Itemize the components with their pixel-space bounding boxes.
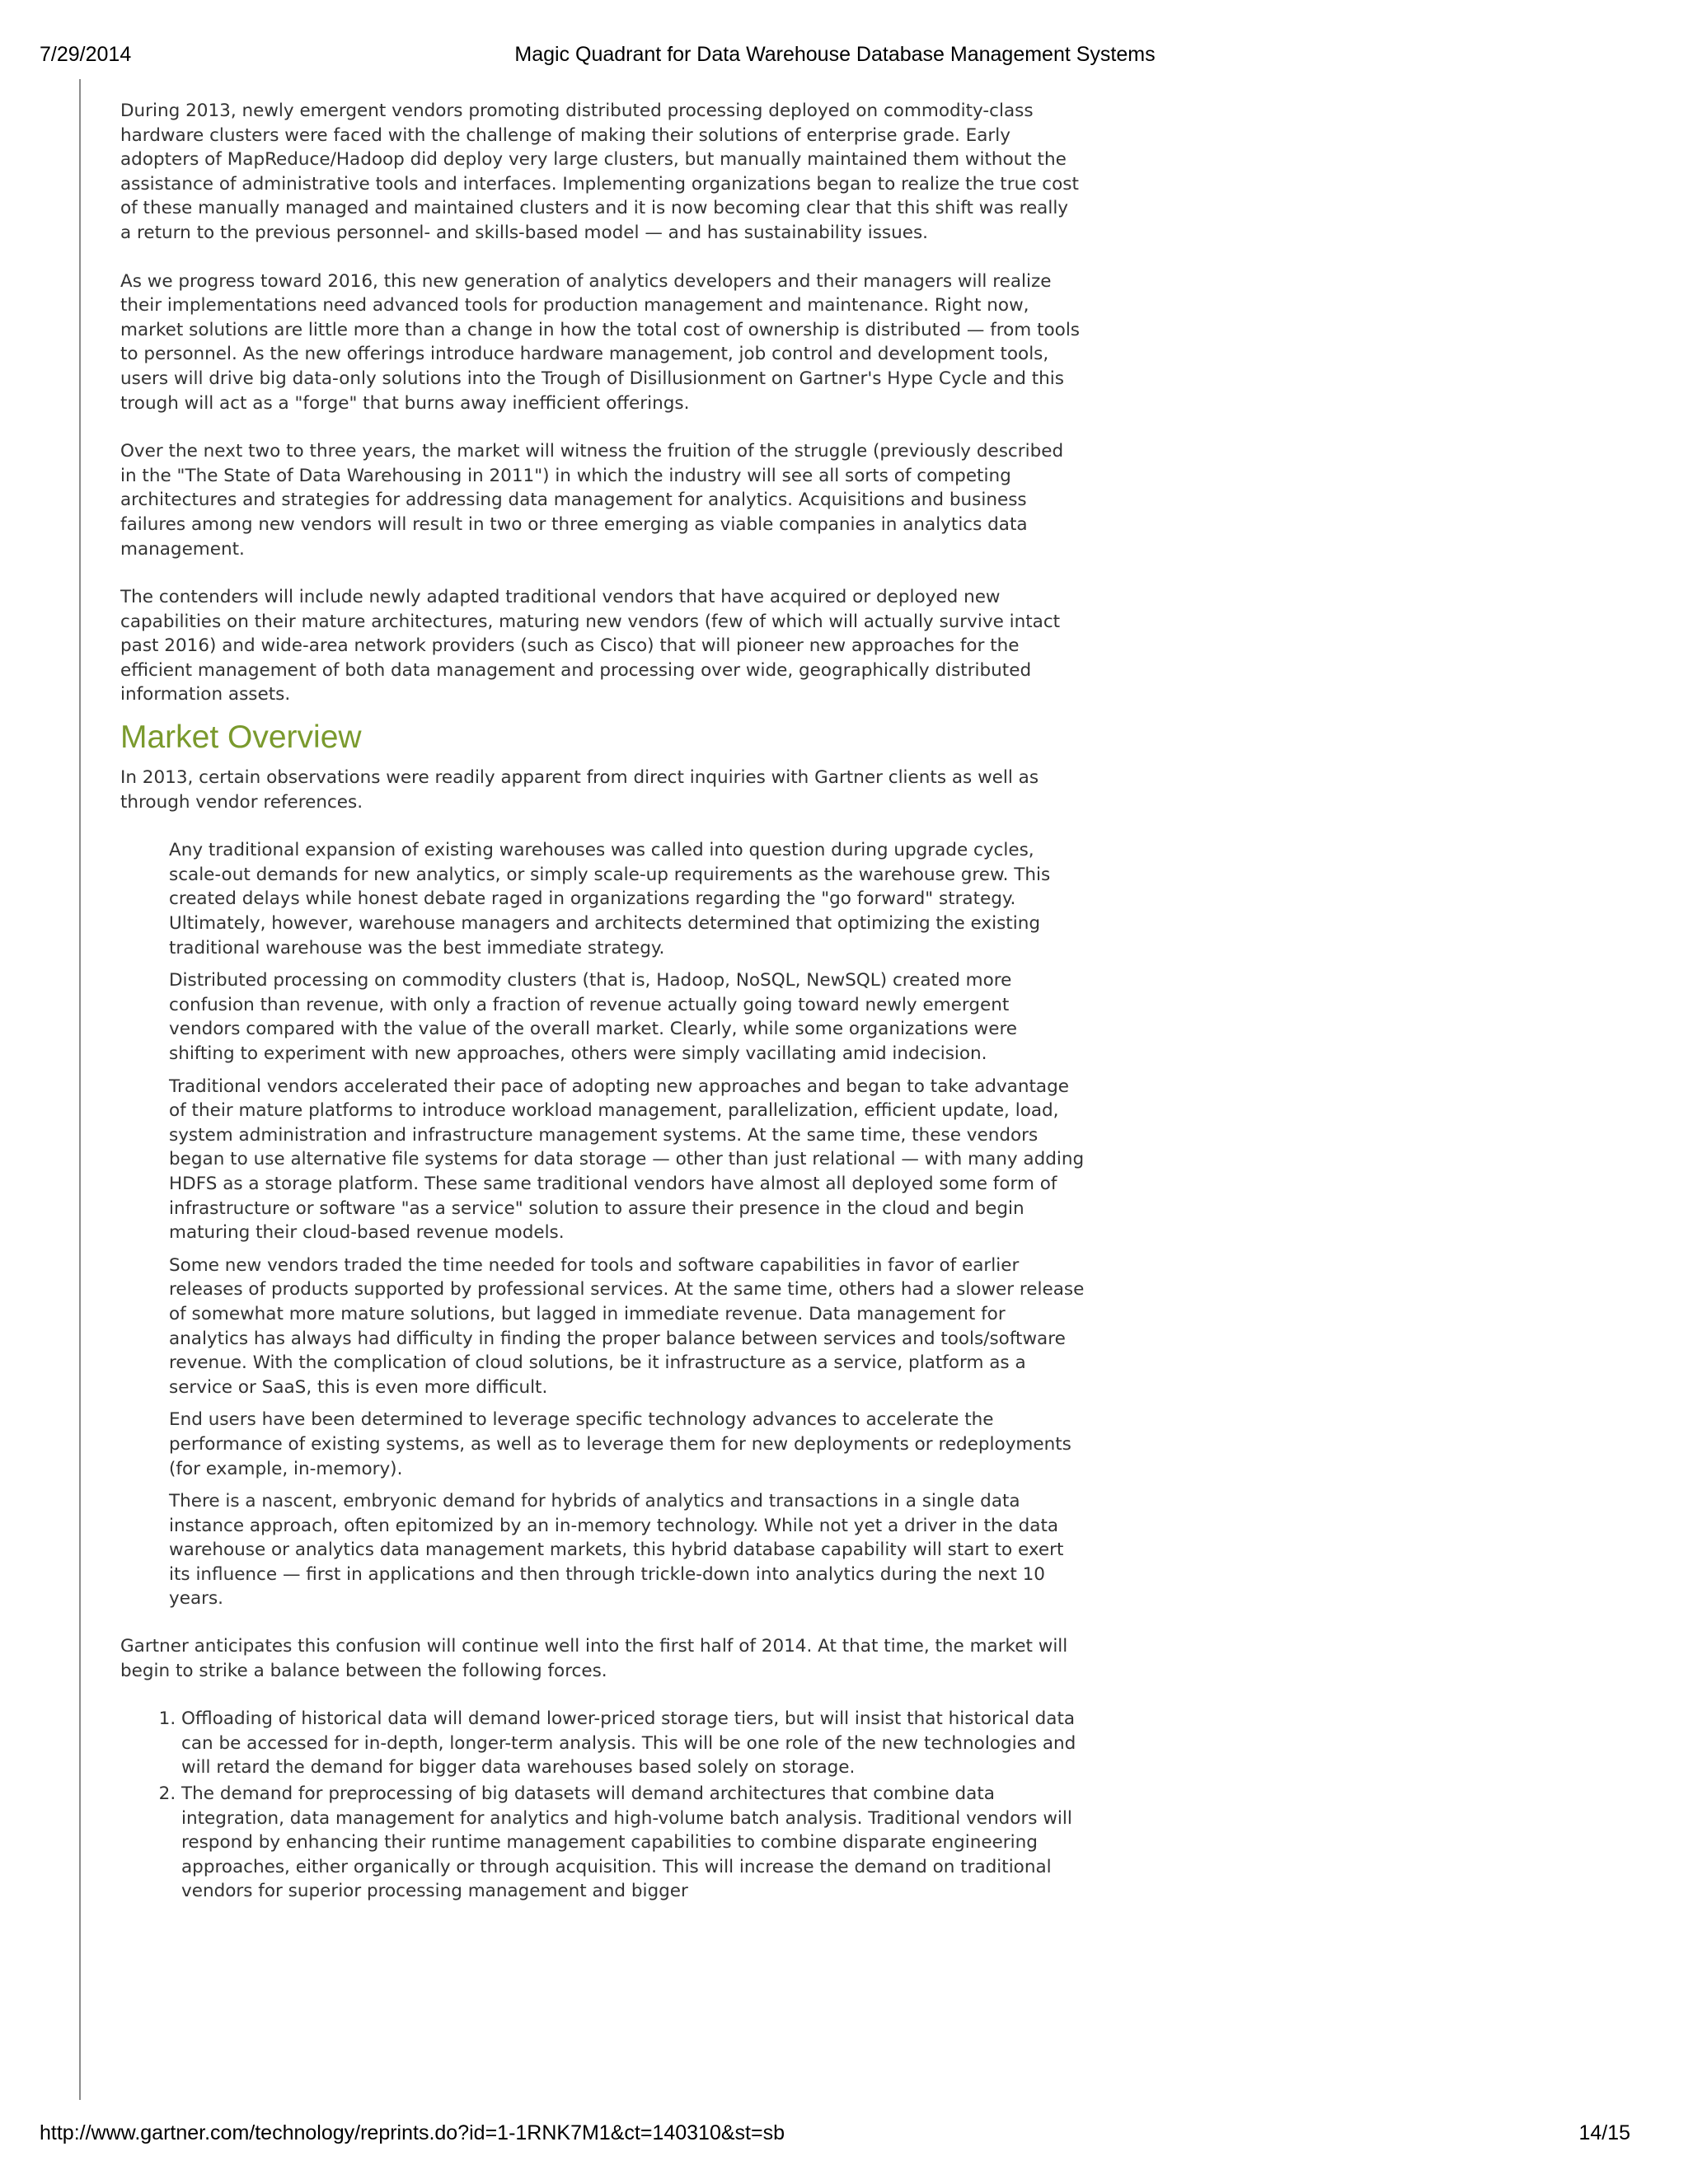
observation-item: There is a nascent, embryonic demand for hybrids of analytics and transactions in a single data instance approach, often epitomized by an in-memory technology. While not yet a driver in the data warehouse or analytics data management markets, this hybrid database capability will start to exert its influence — first in applications and then through trickle-down into analytics during the next 10 years. [169, 1491, 1064, 1610]
observation-item: Distributed processing on commodity clusters (that is, Hadoop, NoSQL, NewSQL) created more confusion than revenue, with only a fraction of revenue actually going toward newly emergent vendors compared with the value of the overall market. Clearly, while some organizations were shifting to experiment with new approaches, others were simply vacillating amid indecision. [169, 970, 1018, 1064]
source-url: http://www.gartner.com/technology/reprints.do?id=1-1RNK7M1&ct=140310&st=sb [40, 2121, 785, 2144]
observations-list [120, 838, 1085, 1611]
force-item: 1. Offloading of historical data will demand lower-priced storage tiers, but will insist that historical data can be accessed for in-depth, longer-term analysis. This will be one role of the new technologies and will retard the demand for bigger data warehouses based solely on storage. [181, 1707, 1085, 1780]
observation-item: Traditional vendors accelerated their pace of adopting new approaches and began to take advantage of their mature platforms to introduce workload management, parallelization, efficient update, load, system administration and infrastructure management systems. At the same time, these vendors began to use alternative file systems for data storage — other than just relational — with many adding HDFS as a storage platform. These same traditional vendors have almost all deployed some form of infrastructure or software "as a service" solution to assure their presence in the cloud and begin maturing their cloud-based revenue models. [169, 1076, 1085, 1244]
observation-item: Some new vendors traded the time needed for tools and software capabilities in favor of earlier releases of products supported by professional services. At the same time, others had a slower release of somewhat more mature solutions, but lagged in immediate revenue. Data management for analytics has always had difficulty in finding the proper balance between services and tools/software revenue. With the complication of cloud solutions, be it infrastructure as a service, platform as a service or SaaS, this is even more difficult. [169, 1254, 1085, 1398]
print-header [40, 43, 1630, 71]
print-footer [40, 2121, 1630, 2149]
observation-item: Any traditional expansion of existing warehouses was called into question during upgrade cycles, scale-out demands for new analytics, or simply scale-up requirements as the warehouse grew. This created delays while honest debate raged in organizations regarding the "go forward" strategy. Ultimately, however, warehouse managers and architects determined that optimizing the existing traditional warehouse was the best immediate strategy. [169, 840, 1051, 958]
article-body [120, 99, 1085, 1905]
paragraph: Over the next two to three years, the market will witness the fruition of the struggle (previously described in the "The State of Data Warehousing in 2011") in which the industry will see all sorts of competing architectures and strategies for addressing data management for analytics. Acquisitions and business failures among new vendors will result in two or three emerging as viable companies in analytics data management. [120, 441, 1064, 560]
force-item: 2. The demand for preprocessing of big datasets will demand architectures that combine data integration, data management for analytics and high-volume batch analysis. Traditional vendors will respond by enhancing their runtime management capabilities to combine disparate engineering approaches, either organically or through acquisition. This will increase the demand on traditional vendors for superior processing management and bigger [181, 1782, 1085, 1904]
forces-list [120, 1707, 1085, 1904]
paragraph: The contenders will include newly adapted traditional vendors that have acquired or deployed new capabilities on their mature architectures, maturing new vendors (few of which will actually survive intact past 2016) and wide-area network providers (such as Cisco) that will pioneer new approaches for the efficient management of both data management and processing over wide, geographically distributed information assets. [120, 587, 1061, 705]
anticipation-paragraph: Gartner anticipates this confusion will continue well into the first half of 2014. At that time, the market will begin to strike a balance between the following forces. [120, 1636, 1068, 1681]
paragraph: During 2013, newly emergent vendors promoting distributed processing deployed on commodity-class hardware clusters were faced with the challenge of making their solutions of enterprise grade. Early adopters of MapReduce/Hadoop did deploy very large clusters, but manually maintained them without the assistance of administrative tools and interfaces. Implementing organizations began to realize the true cost of these manually managed and maintained clusters and it is now becoming clear that this shift was really a return to the previous personnel- and skills-based model — and has sustainability issues. [120, 101, 1079, 243]
print-date: 7/29/2014 [40, 43, 132, 66]
paragraph: As we progress toward 2016, this new generation of analytics developers and their managers will realize their implementations need advanced tools for production management and maintenance. Right now, market solutions are little more than a change in how the total cost of ownership is distributed — from tools to personnel. As the new offerings introduce hardware management, job control and development tools, users will drive big data-only solutions into the Trough of Disillusionment on Gartner's Hype Cycle and this trough will act as a "forge" that burns away inefficient offerings. [120, 270, 1081, 414]
section-heading-market-overview: Market Overview [120, 719, 362, 756]
left-margin-rule [79, 79, 81, 2100]
document-title: Magic Quadrant for Data Warehouse Database Management Systems [514, 43, 1156, 66]
market-overview-intro: In 2013, certain observations were readily apparent from direct inquiries with Gartner clients as well as through vendor references. [120, 767, 1039, 813]
observation-item: End users have been determined to leverage specific technology advances to accelerate the performance of existing systems, as well as to leverage them for new deployments or redeployments (for example, in-memory). [169, 1409, 1071, 1479]
page-number: 14/15 [1578, 2121, 1630, 2144]
